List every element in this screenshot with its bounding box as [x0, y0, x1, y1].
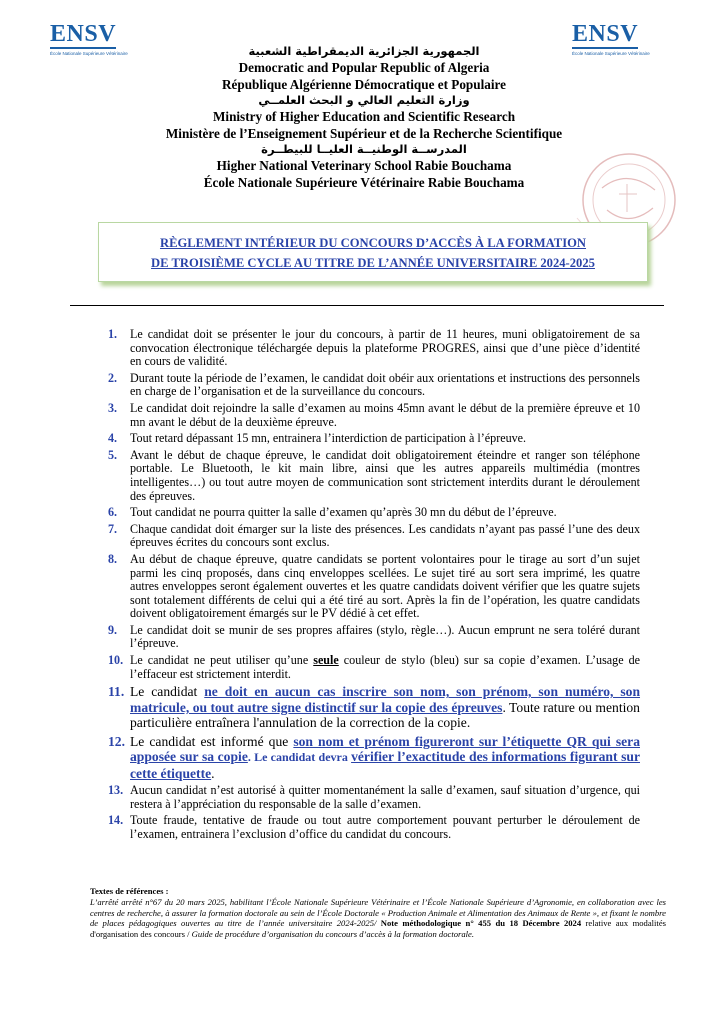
institution-header	[110, 44, 618, 191]
rule-item	[100, 814, 640, 841]
rule-number: 10.	[108, 653, 124, 668]
rule-number: 12.	[108, 733, 125, 749]
rule-text: Le candidat doit se munir de ses propres affaires (stylo, règle…). Aucun emprunt ne sera toléré durant l’épreuve.	[130, 622, 640, 651]
references-italic-2: Guide de procédure d’organisation du concours d’accès à la formation doctorale.	[191, 929, 474, 940]
rule-item	[100, 624, 640, 651]
logo-mark: ENSV	[50, 21, 117, 47]
rule-text-pre: Le candidat est informé que	[130, 733, 294, 749]
references-section	[90, 886, 666, 940]
rule-item	[100, 734, 640, 782]
rule-text-pre: Le candidat	[130, 684, 205, 700]
rule-item	[100, 784, 640, 811]
rule-item	[100, 328, 640, 369]
rule-item	[100, 684, 640, 731]
rule-number: 7.	[108, 521, 118, 536]
rule-number: 13.	[108, 783, 124, 798]
rule-text: Tout candidat ne pourra quitter la salle d’examen qu’après 30 mn du début de l’épreuve.	[130, 505, 557, 520]
rule-number: 3.	[108, 400, 118, 415]
rule-text-emphasis: ne doit en aucun cas inscrire son nom, son prénom, son numéro, son matricule, ou tout autre signe distinctif sur la copie des épreuves	[130, 684, 641, 715]
rule-item	[100, 402, 640, 429]
rule-text: Aucun candidat n’est autorisé à quitter momentanément la salle d’examen, sauf situation d’urgence, qui restera à l’appréciation du responsable de la salle d’examen.	[130, 783, 640, 811]
rule-number: 9.	[108, 622, 118, 637]
header-arabic-school: المدرســة الوطنيــة العليــا للبيطــرة	[261, 142, 467, 156]
rule-text-post: .	[211, 765, 215, 781]
rule-text-emphasis-2: vérifier l’exactitude des informations figurant sur cette étiquette	[130, 749, 640, 781]
rule-item	[100, 654, 640, 681]
header-french-ministry: Ministère de l’Enseignement Supérieur et de la Recherche Scientifique	[165, 126, 563, 141]
header-english-ministry: Ministry of Higher Education and Scientific Research	[212, 109, 516, 124]
rule-item	[100, 523, 640, 550]
rule-number: 5.	[108, 447, 118, 462]
rule-number: 4.	[108, 431, 118, 446]
references-plain: relative aux modalités d'organisation des concours /	[90, 918, 666, 940]
rule-item	[100, 506, 640, 520]
rule-item	[100, 449, 640, 503]
rule-text: Toute fraude, tentative de fraude ou tout autre comportement pouvant perturber le déroulement de l’examen, entrainera l’exclusion d’office du candidat du concours.	[130, 813, 640, 842]
logo-subtitle: École Nationale Supérieure Vétérinaire	[50, 51, 128, 56]
rules-list	[100, 328, 640, 845]
rule-number: 2.	[108, 370, 118, 385]
rule-text: Chaque candidat doit émarger sur la liste des présences. Les candidats n’ayant pas passé l’une des deux épreuves écrites du concours sont exclus.	[130, 521, 640, 550]
header-english-school: Higher National Veterinary School Rabie Bouchama	[216, 158, 512, 173]
document-title-line-2: DE TROISIÈME CYCLE AU TITRE DE L’ANNÉE UNIVERSITAIRE 2024-2025	[151, 256, 595, 270]
rule-text-emphasis: seule	[313, 653, 339, 668]
rule-number: 8.	[108, 551, 118, 566]
rule-text: Tout retard dépassant 15 mn, entrainera l’interdiction de participation à l’épreuve.	[130, 431, 527, 446]
rule-text-pre: Le candidat ne peut utiliser qu’une	[130, 653, 314, 668]
rule-text-mid: . Le candidat devra	[247, 750, 352, 765]
document-title-box	[98, 222, 648, 282]
rule-item	[100, 372, 640, 399]
rule-number: 1.	[108, 327, 118, 341]
references-bold-note: Note méthodologique n° 455 du 18 Décembre 2024	[376, 918, 582, 929]
header-french-republic: République Algérienne Démocratique et Populaire	[221, 77, 506, 92]
rule-text: Le candidat doit rejoindre la salle d’examen au moins 45mn avant le début de la première épreuve et 10 mn avant le début de la deuxième épreuve.	[130, 400, 640, 429]
references-italic-1: L’arrêté arrêté n°67 du 20 mars 2025, habilitant l’École Nationale Supérieure Vétérinaire et l’École Nationale Supérieure d’Agronomie, en collaboration avec les centres de recherche, à assurer la formation doctorale au sein de l’École Doctorale « Production Animale et Alimentation des Animaux de Rente », et fixant le nombre de places pédagogiques ouvertes au titre de l’année universitaire 2024-2025/	[90, 896, 666, 929]
rule-number: 11.	[108, 684, 125, 700]
rule-item	[100, 432, 640, 446]
rule-number: 14.	[108, 813, 124, 828]
rule-text: Avant le début de chaque épreuve, le candidat doit obligatoirement éteindre et ranger son téléphone portable. Le Bluetooth, le kit main libre, ainsi que les autres appareils multimédia (montres intelligentes…) ou tout autre moyen de communication sont strictement interdits durant le déroulement des épreuves.	[130, 447, 640, 503]
document-title-line-1: RÈGLEMENT INTÉRIEUR DU CONCOURS D’ACCÈS À LA FORMATION	[159, 236, 587, 250]
header-english-republic: Democratic and Popular Republic of Algeria	[238, 60, 490, 75]
header-arabic-ministry: وزارة التعليم العالي و البحث العلمــي	[258, 93, 470, 107]
rule-text-post: . Toute rature ou mention particulière entraînera l'annulation de la correction de la copie.	[130, 699, 640, 731]
rule-number: 6.	[108, 505, 118, 520]
separator-line	[70, 305, 664, 306]
logo-bar	[50, 47, 116, 49]
references-title: Textes de références :	[90, 886, 169, 896]
rule-text: Au début de chaque épreuve, quatre candidats se portent volontaires pour le tirage au sort d’un sujet parmi les cinq proposés, dans cinq enveloppes scellées. Le sujet tiré au sort sera imprimé, les quatre autres enveloppes seront également ouvertes et les quatre candidats doivent vérifier que les quatre sujets sont totalement différents de celui qui a été tiré au sort. Après la fin de l’opération, les quatre candidats doivent obligatoirement émargés sur le PV dédié à cet effet.	[130, 551, 640, 621]
rule-text: Le candidat doit se présenter le jour du concours, à partir de 11 heures, muni obligatoirement de sa convocation électronique téléchargée depuis la plateforme PROGRES, ainsi que d’une pièce d’identité en cours de validité.	[130, 327, 640, 369]
logo-subtitle: École Nationale Supérieure Vétérinaire	[572, 51, 650, 56]
rule-text-post: couleur de stylo (bleu) sur sa copie d’examen. L’usage de l’effaceur est strictement interdit.	[130, 653, 640, 681]
header-french-school: École Nationale Supérieure Vétérinaire Rabie Bouchama	[203, 175, 525, 190]
rule-item	[100, 553, 640, 621]
rule-text-emphasis: son nom et prénom figureront sur l’étiquette QR qui sera apposée sur sa copie	[130, 733, 640, 765]
header-arabic-republic: الجمهورية الجزائرية الديمقراطية الشعبية	[248, 44, 480, 58]
references-body	[90, 897, 666, 940]
logo-mark: ENSV	[572, 21, 639, 47]
rule-text: Durant toute la période de l’examen, le candidat doit obéir aux orientations et instructions des personnels en charge de l’organisation et de la surveillance du concours.	[130, 370, 640, 399]
